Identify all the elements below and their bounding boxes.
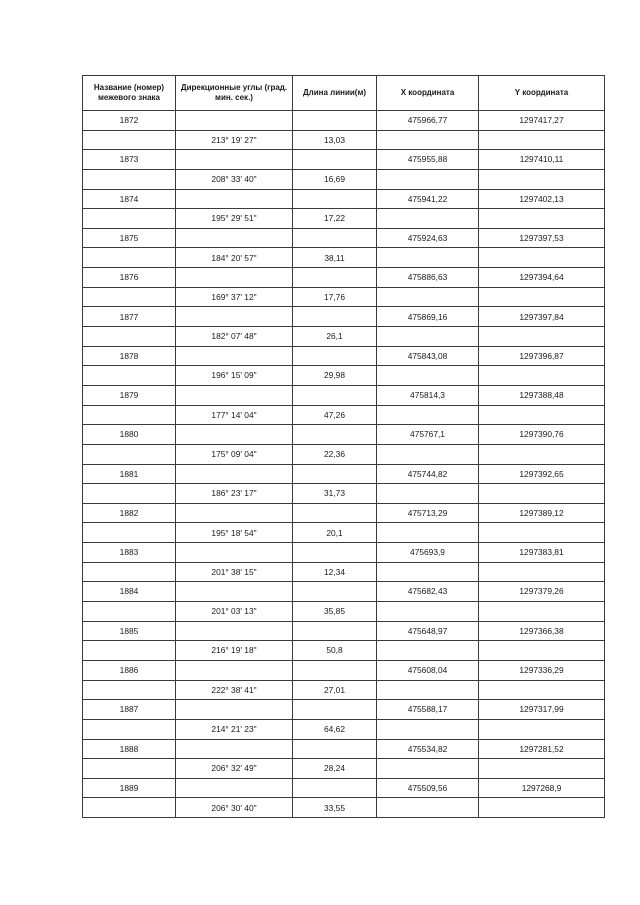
empty-cell	[479, 444, 605, 464]
point-row	[83, 503, 605, 523]
point-row	[83, 150, 605, 170]
point-name: 1873	[83, 150, 176, 170]
empty-cell	[176, 700, 293, 720]
point-row	[83, 189, 605, 209]
y-coordinate: 1297281,52	[479, 739, 605, 759]
line-length: 17,76	[293, 287, 377, 307]
segment-row	[83, 169, 605, 189]
empty-cell	[83, 759, 176, 779]
segment-row	[83, 209, 605, 229]
segment-row	[83, 366, 605, 386]
empty-cell	[176, 425, 293, 445]
empty-cell	[377, 248, 479, 268]
empty-cell	[377, 759, 479, 779]
empty-cell	[293, 189, 377, 209]
empty-cell	[293, 425, 377, 445]
y-coordinate: 1297366,38	[479, 621, 605, 641]
line-length: 47,26	[293, 405, 377, 425]
empty-cell	[479, 209, 605, 229]
empty-cell	[176, 464, 293, 484]
direction-angle: 177° 14' 04"	[176, 405, 293, 425]
segment-row	[83, 641, 605, 661]
empty-cell	[479, 680, 605, 700]
point-row	[83, 268, 605, 288]
segment-row	[83, 719, 605, 739]
point-name: 1878	[83, 346, 176, 366]
line-length: 31,73	[293, 484, 377, 504]
direction-angle: 196° 15' 09"	[176, 366, 293, 386]
header-length: Длина линии(м)	[293, 76, 377, 111]
point-row	[83, 778, 605, 798]
empty-cell	[377, 484, 479, 504]
empty-cell	[293, 621, 377, 641]
point-name: 1882	[83, 503, 176, 523]
direction-angle: 195° 18' 54"	[176, 523, 293, 543]
y-coordinate: 1297392,65	[479, 464, 605, 484]
direction-angle: 216° 19' 18"	[176, 641, 293, 661]
empty-cell	[176, 150, 293, 170]
y-coordinate: 1297410,11	[479, 150, 605, 170]
empty-cell	[83, 680, 176, 700]
empty-cell	[479, 602, 605, 622]
empty-cell	[479, 169, 605, 189]
line-length: 27,01	[293, 680, 377, 700]
x-coordinate: 475693,9	[377, 543, 479, 563]
empty-cell	[176, 268, 293, 288]
empty-cell	[293, 346, 377, 366]
empty-cell	[293, 739, 377, 759]
y-coordinate: 1297336,29	[479, 660, 605, 680]
empty-cell	[479, 327, 605, 347]
empty-cell	[293, 150, 377, 170]
empty-cell	[83, 130, 176, 150]
y-coordinate: 1297268,9	[479, 778, 605, 798]
line-length: 22,36	[293, 444, 377, 464]
empty-cell	[377, 641, 479, 661]
line-length: 16,69	[293, 169, 377, 189]
direction-angle: 175° 09' 04"	[176, 444, 293, 464]
point-name: 1888	[83, 739, 176, 759]
direction-angle: 186° 23' 17"	[176, 484, 293, 504]
empty-cell	[479, 248, 605, 268]
direction-angle: 195° 29' 51"	[176, 209, 293, 229]
y-coordinate: 1297389,12	[479, 503, 605, 523]
line-length: 38,11	[293, 248, 377, 268]
point-row	[83, 111, 605, 131]
point-row	[83, 621, 605, 641]
empty-cell	[83, 366, 176, 386]
empty-cell	[176, 346, 293, 366]
empty-cell	[293, 385, 377, 405]
empty-cell	[293, 582, 377, 602]
line-length: 33,55	[293, 798, 377, 818]
point-row	[83, 464, 605, 484]
y-coordinate: 1297394,64	[479, 268, 605, 288]
empty-cell	[83, 484, 176, 504]
y-coordinate: 1297417,27	[479, 111, 605, 131]
point-row	[83, 385, 605, 405]
point-row	[83, 307, 605, 327]
y-coordinate: 1297397,53	[479, 228, 605, 248]
segment-row	[83, 602, 605, 622]
empty-cell	[83, 327, 176, 347]
empty-cell	[479, 130, 605, 150]
empty-cell	[377, 405, 479, 425]
empty-cell	[293, 111, 377, 131]
empty-cell	[293, 464, 377, 484]
point-name: 1872	[83, 111, 176, 131]
x-coordinate: 475924,63	[377, 228, 479, 248]
empty-cell	[293, 307, 377, 327]
direction-angle: 201° 03' 13"	[176, 602, 293, 622]
point-name: 1874	[83, 189, 176, 209]
empty-cell	[377, 130, 479, 150]
line-length: 26,1	[293, 327, 377, 347]
empty-cell	[83, 405, 176, 425]
x-coordinate: 475941,22	[377, 189, 479, 209]
header-x: X координата	[377, 76, 479, 111]
point-name: 1876	[83, 268, 176, 288]
point-row	[83, 700, 605, 720]
point-row	[83, 543, 605, 563]
empty-cell	[479, 759, 605, 779]
segment-row	[83, 287, 605, 307]
empty-cell	[293, 543, 377, 563]
x-coordinate: 475713,29	[377, 503, 479, 523]
empty-cell	[176, 739, 293, 759]
y-coordinate: 1297397,84	[479, 307, 605, 327]
x-coordinate: 475869,16	[377, 307, 479, 327]
y-coordinate: 1297388,48	[479, 385, 605, 405]
empty-cell	[83, 798, 176, 818]
empty-cell	[176, 503, 293, 523]
empty-cell	[176, 543, 293, 563]
empty-cell	[176, 778, 293, 798]
empty-cell	[293, 228, 377, 248]
empty-cell	[176, 582, 293, 602]
direction-angle: 184° 20' 57"	[176, 248, 293, 268]
x-coordinate: 475534,82	[377, 739, 479, 759]
empty-cell	[479, 798, 605, 818]
empty-cell	[83, 248, 176, 268]
point-name: 1877	[83, 307, 176, 327]
segment-row	[83, 562, 605, 582]
empty-cell	[293, 268, 377, 288]
header-row	[83, 76, 605, 111]
y-coordinate: 1297402,13	[479, 189, 605, 209]
y-coordinate: 1297317,99	[479, 700, 605, 720]
empty-cell	[377, 680, 479, 700]
point-name: 1887	[83, 700, 176, 720]
empty-cell	[377, 209, 479, 229]
empty-cell	[479, 641, 605, 661]
direction-angle: 201° 38' 15"	[176, 562, 293, 582]
point-name: 1885	[83, 621, 176, 641]
empty-cell	[377, 602, 479, 622]
direction-angle: 182° 07' 48"	[176, 327, 293, 347]
empty-cell	[377, 366, 479, 386]
direction-angle: 206° 30' 40"	[176, 798, 293, 818]
x-coordinate: 475744,82	[377, 464, 479, 484]
y-coordinate: 1297379,26	[479, 582, 605, 602]
empty-cell	[479, 523, 605, 543]
empty-cell	[83, 641, 176, 661]
empty-cell	[83, 444, 176, 464]
empty-cell	[83, 209, 176, 229]
y-coordinate: 1297383,81	[479, 543, 605, 563]
empty-cell	[176, 385, 293, 405]
point-row	[83, 582, 605, 602]
direction-angle: 169° 37' 12"	[176, 287, 293, 307]
line-length: 64,62	[293, 719, 377, 739]
y-coordinate: 1297390,76	[479, 425, 605, 445]
point-name: 1889	[83, 778, 176, 798]
line-length: 35,85	[293, 602, 377, 622]
x-coordinate: 475682,43	[377, 582, 479, 602]
point-name: 1879	[83, 385, 176, 405]
x-coordinate: 475608,04	[377, 660, 479, 680]
x-coordinate: 475843,08	[377, 346, 479, 366]
point-row	[83, 346, 605, 366]
y-coordinate: 1297396,87	[479, 346, 605, 366]
empty-cell	[479, 719, 605, 739]
line-length: 50,8	[293, 641, 377, 661]
coordinates-table	[82, 75, 605, 818]
empty-cell	[293, 503, 377, 523]
segment-row	[83, 484, 605, 504]
segment-row	[83, 444, 605, 464]
x-coordinate: 475955,88	[377, 150, 479, 170]
x-coordinate: 475767,1	[377, 425, 479, 445]
empty-cell	[293, 700, 377, 720]
point-row	[83, 425, 605, 445]
empty-cell	[479, 562, 605, 582]
line-length: 12,34	[293, 562, 377, 582]
empty-cell	[377, 719, 479, 739]
point-name: 1886	[83, 660, 176, 680]
empty-cell	[377, 327, 479, 347]
segment-row	[83, 798, 605, 818]
empty-cell	[377, 287, 479, 307]
empty-cell	[176, 111, 293, 131]
x-coordinate: 475509,56	[377, 778, 479, 798]
direction-angle: 213° 19' 27"	[176, 130, 293, 150]
point-row	[83, 228, 605, 248]
header-name: Название (номер) межевого знака	[83, 76, 176, 111]
empty-cell	[176, 621, 293, 641]
empty-cell	[176, 660, 293, 680]
point-name: 1883	[83, 543, 176, 563]
point-name: 1884	[83, 582, 176, 602]
empty-cell	[479, 366, 605, 386]
segment-row	[83, 327, 605, 347]
segment-row	[83, 680, 605, 700]
x-coordinate: 475886,63	[377, 268, 479, 288]
empty-cell	[377, 523, 479, 543]
direction-angle: 222° 38' 41"	[176, 680, 293, 700]
empty-cell	[176, 228, 293, 248]
x-coordinate: 475588,17	[377, 700, 479, 720]
x-coordinate: 475966,77	[377, 111, 479, 131]
point-name: 1881	[83, 464, 176, 484]
x-coordinate: 475648,97	[377, 621, 479, 641]
empty-cell	[479, 484, 605, 504]
point-name: 1880	[83, 425, 176, 445]
empty-cell	[377, 798, 479, 818]
segment-row	[83, 130, 605, 150]
empty-cell	[293, 778, 377, 798]
line-length: 13,03	[293, 130, 377, 150]
empty-cell	[83, 602, 176, 622]
empty-cell	[83, 523, 176, 543]
direction-angle: 206° 32' 49"	[176, 759, 293, 779]
point-name: 1875	[83, 228, 176, 248]
empty-cell	[479, 287, 605, 307]
line-length: 29,98	[293, 366, 377, 386]
line-length: 20,1	[293, 523, 377, 543]
empty-cell	[479, 405, 605, 425]
header-angle: Дирекционные углы (град. мин. сек.)	[176, 76, 293, 111]
segment-row	[83, 523, 605, 543]
table-body	[83, 111, 605, 818]
line-length: 28,24	[293, 759, 377, 779]
segment-row	[83, 759, 605, 779]
empty-cell	[83, 719, 176, 739]
empty-cell	[83, 169, 176, 189]
point-row	[83, 739, 605, 759]
x-coordinate: 475814,3	[377, 385, 479, 405]
empty-cell	[377, 444, 479, 464]
direction-angle: 208° 33' 40"	[176, 169, 293, 189]
point-row	[83, 660, 605, 680]
segment-row	[83, 405, 605, 425]
empty-cell	[176, 307, 293, 327]
empty-cell	[83, 562, 176, 582]
empty-cell	[83, 287, 176, 307]
empty-cell	[377, 562, 479, 582]
direction-angle: 214° 21' 23"	[176, 719, 293, 739]
empty-cell	[377, 169, 479, 189]
header-y: Y координата	[479, 76, 605, 111]
empty-cell	[293, 660, 377, 680]
segment-row	[83, 248, 605, 268]
empty-cell	[176, 189, 293, 209]
line-length: 17,22	[293, 209, 377, 229]
